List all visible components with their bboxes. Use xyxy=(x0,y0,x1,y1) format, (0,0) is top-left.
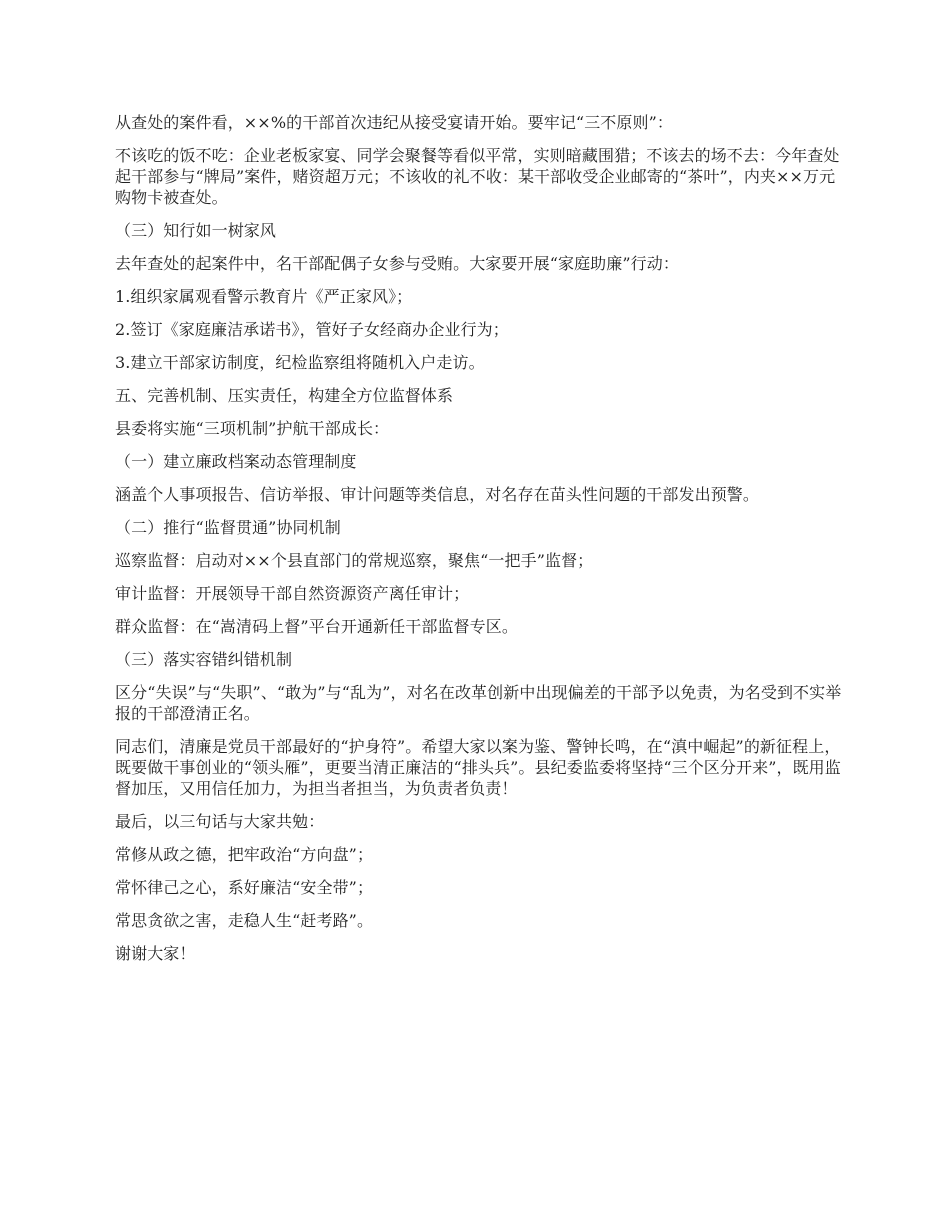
paragraph: 从查处的案件看，××%的干部首次违纪从接受宴请开始。要牢记“三不原则”： xyxy=(115,113,673,132)
paragraph: 常思贪欲之害，走稳人生“赶考路”。 xyxy=(115,911,374,930)
document-body xyxy=(115,112,850,976)
section-heading: 五、完善机制、压实责任，构建全方位监督体系 xyxy=(115,386,454,405)
paragraph: 同志们，清廉是党员干部最好的“护身符”。希望大家以案为鉴、警钟长鸣，在“滇中崛起”的新征程上，既要做干事创业的“领头雁”，更要当清正廉洁的“排头兵”。县纪委监委将坚持“三个区分开来”，既用监督加压，又用信任加力，为担当者担当，为负责者负责！ xyxy=(115,737,841,798)
paragraph: 不该吃的饭不吃：企业老板家宴、同学会聚餐等看似平常，实则暗藏围猎；不该去的场不去：今年查处起干部参与“牌局”案件，赌资超万元；不该收的礼不收：某干部收受企业邮寄的“茶叶”，内夹××万元购物卡被查处。 xyxy=(115,146,840,207)
list-item: 1.组织家属观看警示教育片《严正家风》； xyxy=(115,287,413,306)
paragraph: 涵盖个人事项报告、信访举报、审计问题等类信息，对名存在苗头性问题的干部发出预警。 xyxy=(115,485,760,504)
section-heading: （二）推行“监督贯通”协同机制 xyxy=(115,518,341,537)
paragraph: 常怀律己之心，系好廉洁“安全带”； xyxy=(115,878,374,897)
paragraph: 去年查处的起案件中，名干部配偶子女参与受贿。大家要开展“家庭助廉”行动： xyxy=(115,254,679,273)
closing-text: 谢谢大家！ xyxy=(115,944,196,963)
paragraph: 审计监督：开展领导干部自然资源资产离任审计； xyxy=(115,584,470,603)
paragraph: 常修从政之德，把牢政治“方向盘”； xyxy=(115,845,374,864)
paragraph: 区分“失误”与“失职”、“敢为”与“乱为”，对名在改革创新中出现偏差的干部予以免责，为名受到不实举报的干部澄清正名。 xyxy=(115,683,842,723)
paragraph: 最后，以三句话与大家共勉： xyxy=(115,812,325,831)
paragraph: 县委将实施“三项机制”护航干部成长： xyxy=(115,419,390,438)
section-heading: （三）知行如一树家风 xyxy=(115,221,277,240)
section-heading: （一）建立廉政档案动态管理制度 xyxy=(115,452,357,471)
paragraph: 群众监督：在“嵩清码上督”平台开通新任干部监督专区。 xyxy=(115,617,518,636)
paragraph: 巡察监督：启动对××个县直部门的常规巡察，聚焦“一把手”监督； xyxy=(115,551,594,570)
list-item: 3.建立干部家访制度，纪检监察组将随机入户走访。 xyxy=(115,353,485,372)
list-item: 2.签订《家庭廉洁承诺书》，管好子女经商办企业行为； xyxy=(115,320,509,339)
section-heading: （三）落实容错纠错机制 xyxy=(115,650,293,669)
